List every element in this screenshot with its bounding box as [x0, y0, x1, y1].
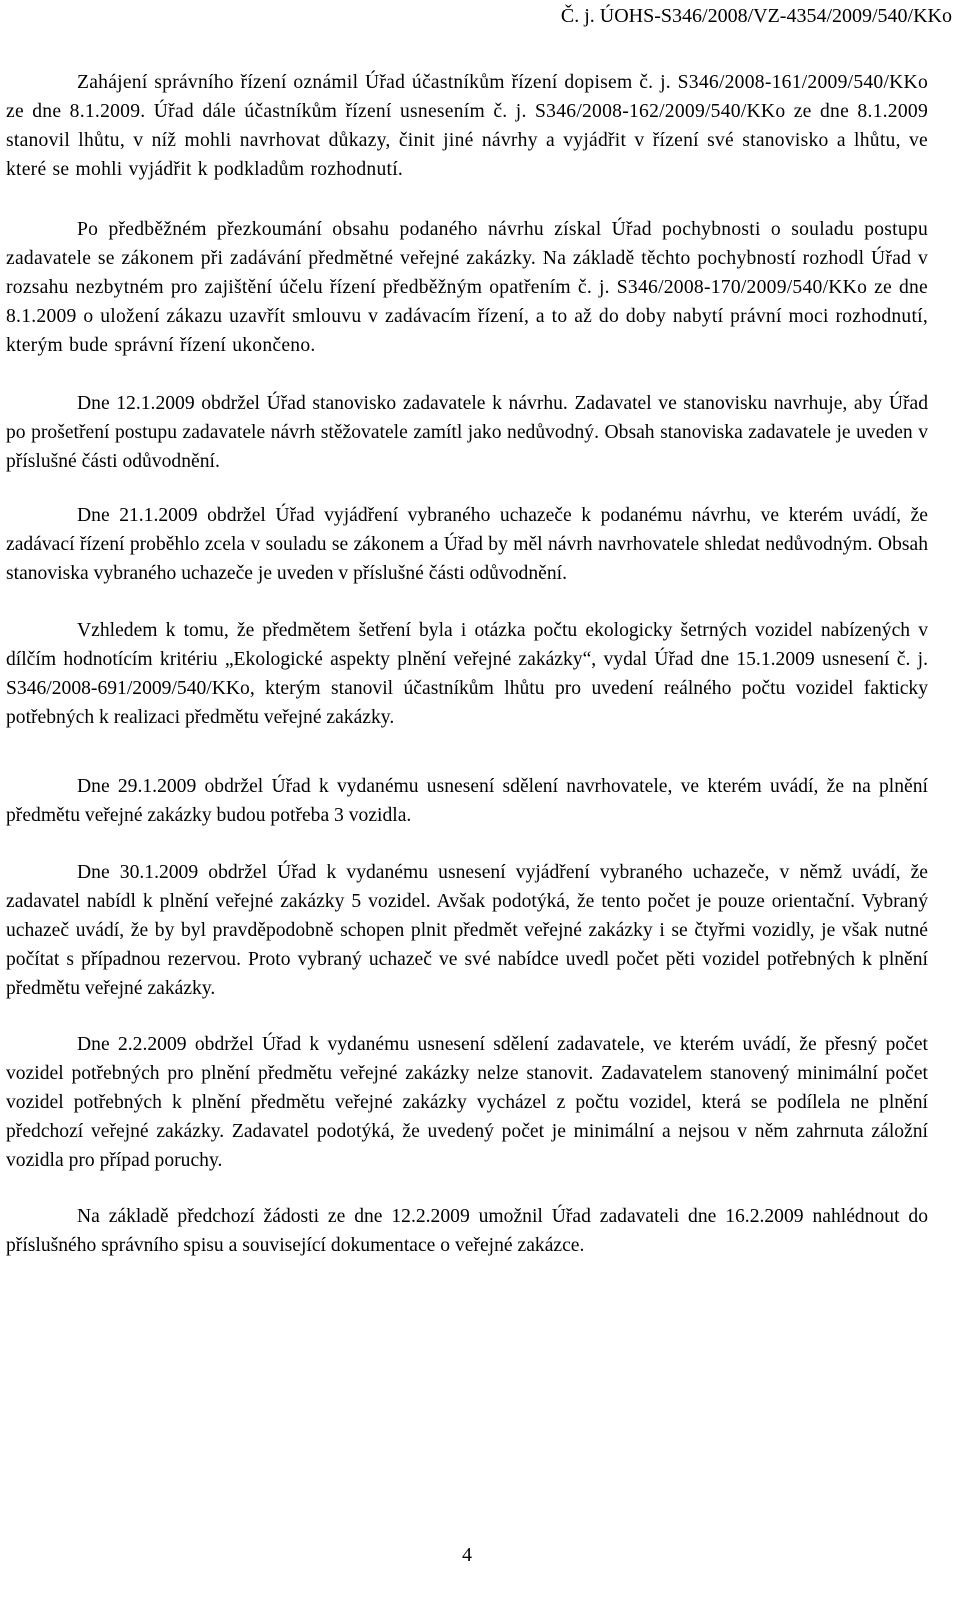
paragraph-applicant-response: Dne 29.1.2009 obdržel Úřad k vydanému usnesení sdělení navrhovatele, ve kterém uvádí, že na plnění předmětu veřejné zakázky budou potřeba 3 vozidla. [6, 776, 928, 826]
paragraph-proceedings-start: Zahájení správního řízení oznámil Úřad účastníkům řízení dopisem č. j. S346/2008-161/2009/540/KKo ze dne 8.1.2009. Úřad dále účastníkům řízení usnesením č. j. S346/2008-162/2009/540/KKo ze dne 8.1.2009 stanovil lhůtu, v níž mohli navrhovat důkazy, činit jiné návrhy a vyjádřit v řízení své stanovisko a lhůtu, ve které se mohli vyjádřit k podkladům rozhodnutí. [6, 72, 928, 180]
page-number: 4 [462, 1544, 472, 1566]
paragraph-vehicle-count-resolution: Vzhledem k tomu, že předmětem šetření byla i otázka počtu ekologicky šetrných vozidel nabízených v dílčím hodnotícím kritériu „Ekologické aspekty plnění veřejné zakázky“, vydal Úřad dne 15.1.2009 usnesení č. j. S346/2008-691/2009/540/KKo, kterým stanovil účastníkům lhůtu pro uvedení reálného počtu vozidel fakticky potřebných k realizaci předmětu veřejné zakázky. [6, 620, 928, 728]
document-body [6, 68, 928, 1287]
paragraph-selected-bidder-statement: Dne 21.1.2009 obdržel Úřad vyjádření vybraného uchazeče k podanému návrhu, ve kterém uvádí, že zadávací řízení proběhlo zcela v souladu se zákonem a Úřad by měl návrh navrhovatele shledat nedůvodným. Obsah stanoviska vybraného uchazeče je uveden v příslušné části odůvodnění. [6, 505, 928, 584]
paragraph-bidder-response: Dne 30.1.2009 obdržel Úřad k vydanému usnesení vyjádření vybraného uchazeče, v němž uvádí, že zadavatel nabídl k plnění veřejné zakázky 5 vozidel. Avšak podotýká, že tento počet je pouze orientační. Vybraný uchazeč uvádí, že by byl pravděpodobně schopen plnit předmět veřejné zakázky i se čtyřmi vozidly, je však nutné počítat s případnou rezervou. Proto vybraný uchazeč ve své nabídce uvedl počet pěti vozidel potřebných k plnění předmětu veřejné zakázky. [6, 862, 928, 999]
paragraph-preliminary-measure: Po předběžném přezkoumání obsahu podaného návrhu získal Úřad pochybnosti o souladu postupu zadavatele se zákonem při zadávání předmětné veřejné zakázky. Na základě těchto pochybností rozhodl Úřad v rozsahu nezbytném pro zajištění účelu řízení předběžným opatřením č. j. S346/2008-170/2009/540/KKo ze dne 8.1.2009 o uložení zákazu uzavřít smlouvu v zadávacím řízení, a to až do doby nabytí právní moci rozhodnutí, kterým bude správní řízení ukončeno. [6, 219, 928, 356]
document-reference-number: Č. j. ÚOHS-S346/2008/VZ-4354/2009/540/KKo [560, 5, 952, 27]
paragraph-contracting-authority-statement: Dne 12.1.2009 obdržel Úřad stanovisko zadavatele k návrhu. Zadavatel ve stanovisku navrhuje, aby Úřad po prošetření postupu zadavatele návrh stěžovatele zamítl jako nedůvodný. Obsah stanoviska zadavatele je uveden v příslušné části odůvodnění. [6, 393, 928, 472]
paragraph-authority-response: Dne 2.2.2009 obdržel Úřad k vydanému usnesení sdělení zadavatele, ve kterém uvádí, že přesný počet vozidel potřebných pro plnění předmětu veřejné zakázky nelze stanovit. Zadavatelem stanovený minimální počet vozidel potřebných k plnění předmětu veřejné zakázky vycházel z počtu vozidel, která se podílela ne plnění předchozí veřejné zakázky. Zadavatel podotýká, že uvedený počet je minimální a nejsou v něm zahrnuta záložní vozidla pro případ poruchy. [6, 1034, 928, 1171]
paragraph-file-inspection: Na základě předchozí žádosti ze dne 12.2.2009 umožnil Úřad zadavateli dne 16.2.2009 nahlédnout do příslušného správního spisu a související dokumentace o veřejné zakázce. [6, 1206, 928, 1256]
